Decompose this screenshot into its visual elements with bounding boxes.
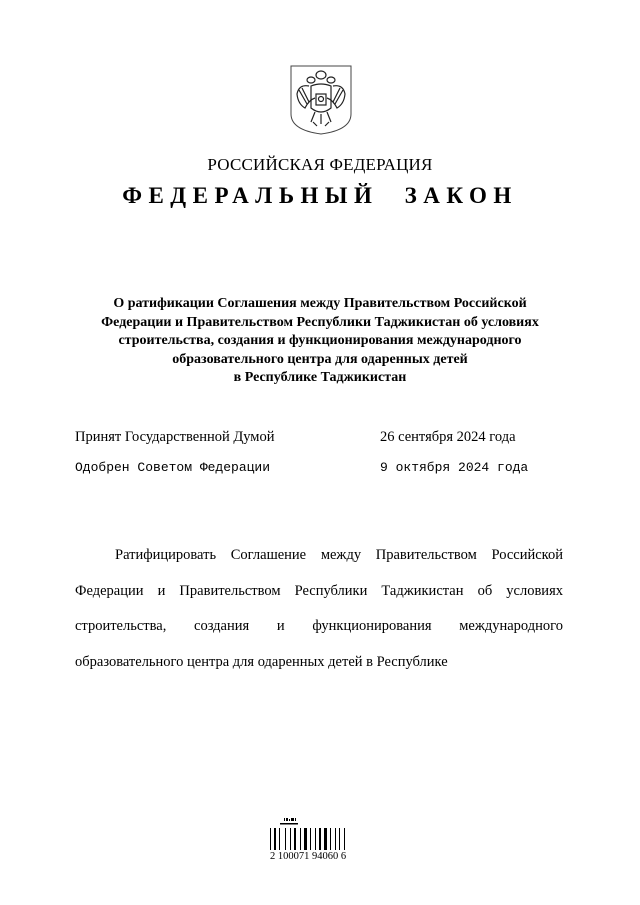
law-title-line: строительства, создания и функционирования международного <box>118 333 522 348</box>
barcode-icon <box>270 818 356 880</box>
council-approval-date: 9 октября 2024 года <box>380 460 529 475</box>
law-title-line: в Республике Таджикистан <box>233 370 407 385</box>
russian-coat-of-arms-icon <box>289 64 353 136</box>
document-type: ФЕДЕРАЛЬНЫЙ ЗАКОН <box>122 183 518 208</box>
barcode-number: 2 100071 94060 6 <box>270 851 347 862</box>
council-approval-label: Одобрен Советом Федерации <box>75 460 271 475</box>
law-title-line: О ратификации Соглашения между Правительством Российской <box>113 296 527 311</box>
duma-adoption-date: 26 сентября 2024 года <box>380 429 516 445</box>
law-title <box>60 295 580 388</box>
law-body-text: Ратифицировать Соглашение между Правительством Российской Федерации и Правительством Республики Таджикистан об условиях строительства, создания и функционирования международного образовательного центра для одаренных детей в Республике <box>75 547 563 670</box>
law-title-line: образовательного центра для одаренных детей <box>172 351 468 367</box>
country-name: РОССИЙСКАЯ ФЕДЕРАЦИЯ <box>207 155 433 174</box>
duma-adoption-label: Принят Государственной Думой <box>75 429 275 445</box>
law-title-line: Федерации и Правительством Республики Таджикистан об условиях <box>101 314 539 330</box>
